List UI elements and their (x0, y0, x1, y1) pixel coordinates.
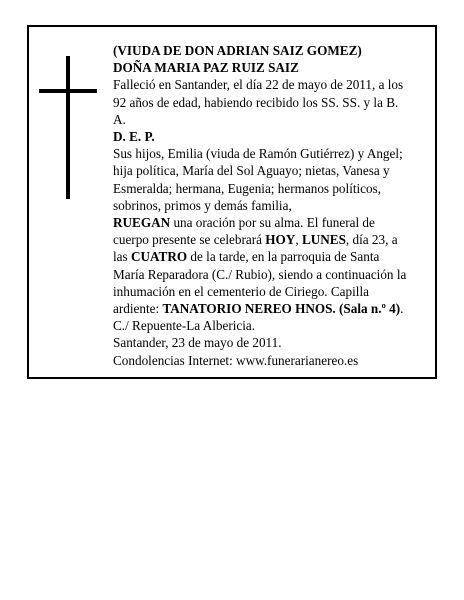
dep-line: D. E. P. (113, 129, 155, 145)
funeral-line-1-text: una oración por su alma. El funeral de (170, 215, 375, 231)
death-line-2: 92 años de edad, habiendo recibido los SS. SS. y la B. (113, 94, 399, 110)
cross-icon (39, 56, 97, 199)
family-line-3: Esmeralda; hermana, Eugenia; hermanos políticos, (113, 180, 382, 196)
widow-line: (VIUDA DE DON ADRIAN SAIZ GOMEZ) (113, 43, 362, 58)
funeral-line-3 (113, 248, 431, 265)
ruegan-text: RUEGAN (113, 215, 171, 231)
funeral-line-2-text-b: , (295, 232, 302, 248)
lunes-text: LUNES (301, 232, 346, 248)
funeral-line-2-text-a: cuerpo presente se celebrará (113, 232, 266, 248)
funeral-line-2-text-c: , día 23, a (345, 232, 398, 248)
funeral-line-3-text-a: las (113, 249, 131, 265)
condolences-line: Condolencias Internet: www.funerarianereo.es (113, 352, 359, 368)
deceased-name: DOÑA MARIA PAZ RUIZ SAIZ (113, 60, 299, 76)
cross-vertical-bar (66, 56, 70, 199)
funeral-line-2 (113, 231, 431, 248)
family-line-1: Sus hijos, Emilia (viuda de Ramón Gutiérrez) y Angel; (113, 146, 403, 162)
cross-horizontal-bar (39, 89, 97, 93)
death-line-3: A. (113, 111, 126, 127)
funeral-line-6-text-b: . (400, 301, 404, 317)
tanatorio-text: TANATORIO NEREO HNOS. (Sala n.º 4) (162, 301, 401, 317)
funeral-line-4: María Reparadora (C./ Rubio), siendo a continuación la (113, 266, 407, 282)
hoy-text: HOY (265, 232, 296, 248)
death-line-1: Falleció en Santander, el día 22 de mayo de 2011, a los (113, 77, 404, 93)
notice-text (113, 42, 431, 369)
cuatro-text: CUATRO (130, 249, 188, 265)
obituary-notice (27, 25, 437, 379)
funeral-line-3-text-b: de la tarde, en la parroquia de Santa (187, 249, 380, 265)
funeral-line-7: C./ Repuente-La Albericia. (113, 318, 256, 334)
funeral-line-6 (113, 300, 431, 317)
family-line-4: sobrinos, primos y demás familia, (113, 197, 292, 213)
funeral-line-5: inhumación en el cementerio de Ciriego. Capilla (113, 283, 369, 299)
date-line: Santander, 23 de mayo de 2011. (113, 335, 282, 351)
family-line-2: hija política, María del Sol Aguayo; nietas, Vanesa y (113, 163, 390, 179)
funeral-line-1 (113, 214, 431, 231)
funeral-line-6-text-a: ardiente: (113, 301, 163, 317)
